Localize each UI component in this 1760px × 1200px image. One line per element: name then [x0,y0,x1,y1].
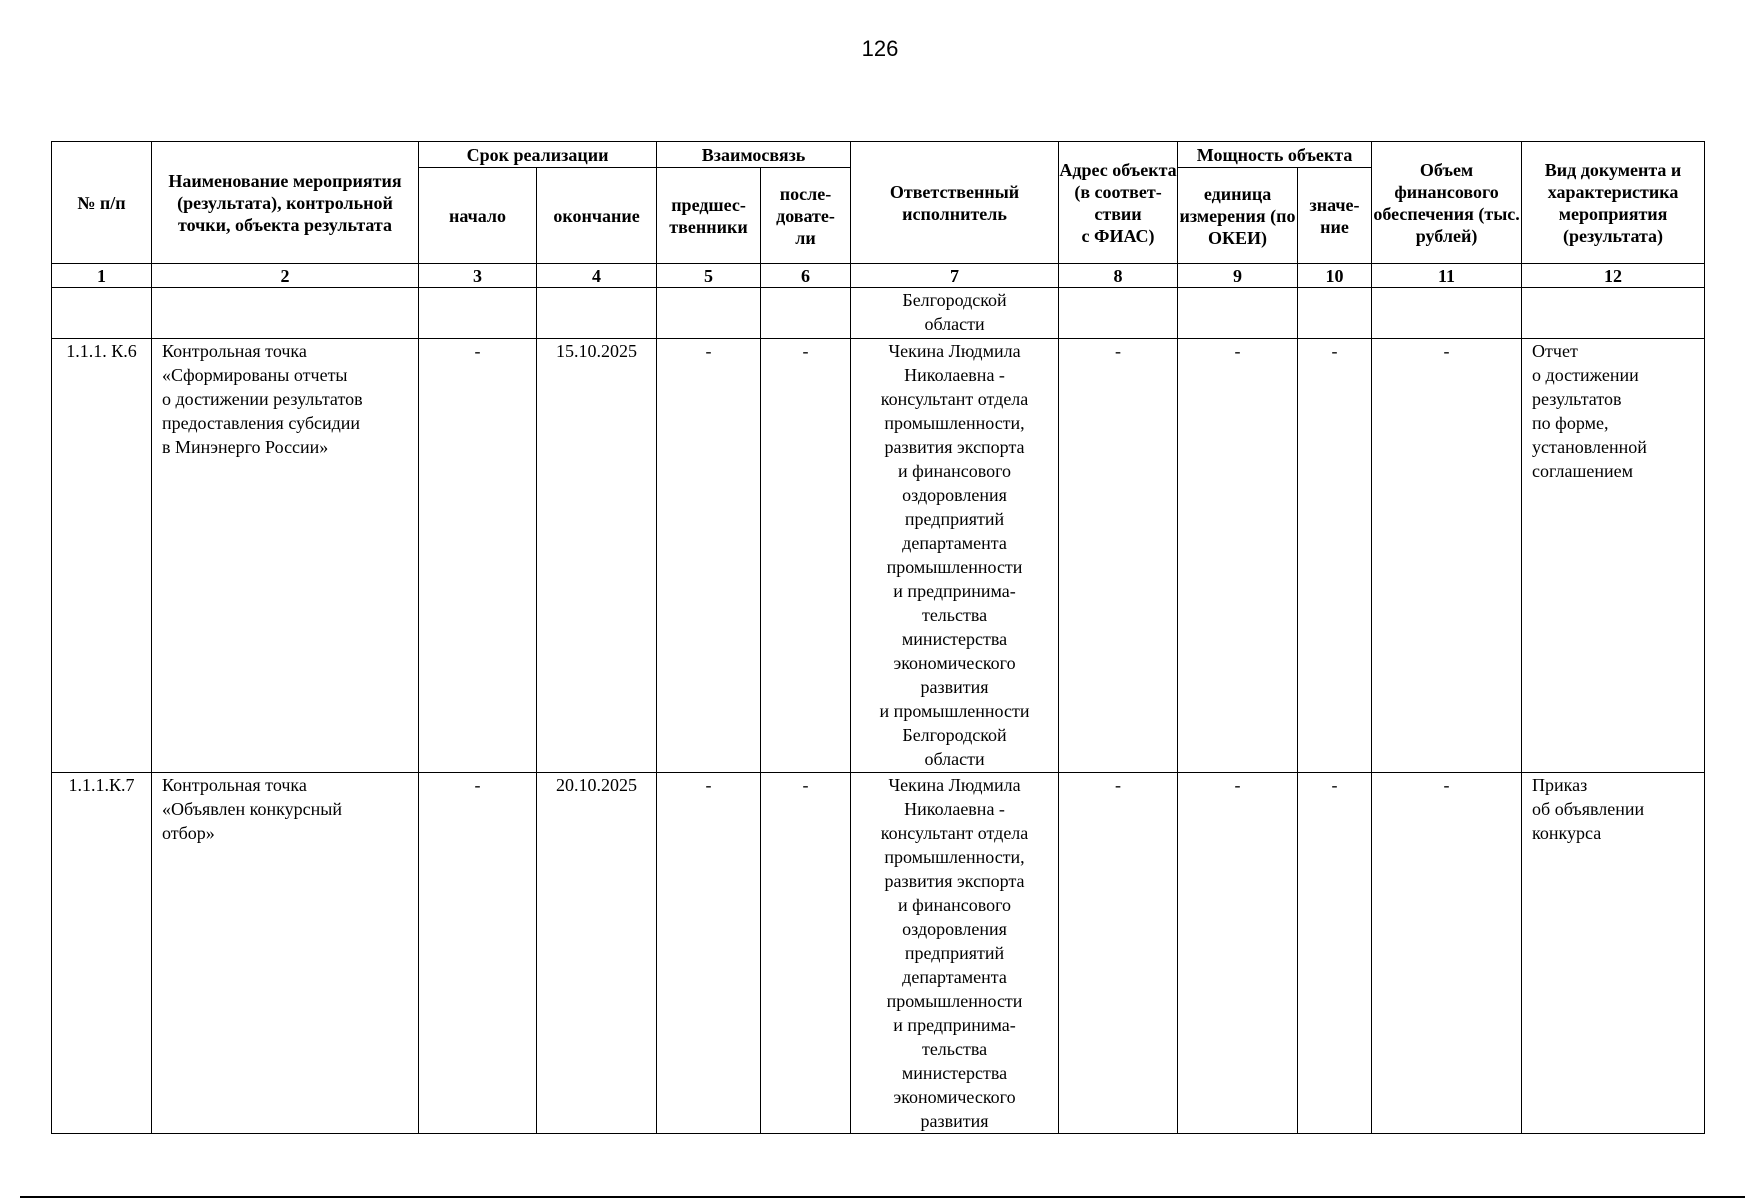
table-row [52,288,1705,339]
row-document: Приказ об объявлении конкурса [1522,773,1705,1134]
column-number: 8 [1059,264,1178,288]
row-address [1059,288,1178,339]
row-end: 20.10.2025 [537,773,657,1134]
row-responsible: Чекина Людмила Николаевна - консультант отдела промышленности, развития экспорта и финансового оздоровления предприятий департамента промышленности и предпринима- тельства министерства экономического развития и промышленности Белгородской области [851,339,1059,773]
column-number: 6 [761,264,851,288]
header-start: начало [419,168,537,264]
column-number: 10 [1298,264,1372,288]
header-end: окончание [537,168,657,264]
footer-divider [20,1196,1745,1198]
row-start: - [419,773,537,1134]
page-number: 126 [861,36,899,61]
header-finance: Объем финансового обеспечения (тыс. рублей) [1372,142,1522,264]
row-address: - [1059,339,1178,773]
row-unit: - [1178,773,1298,1134]
row-responsible: Чекина Людмила Николаевна - консультант отдела промышленности, развития экспорта и финансового оздоровления предприятий департамента промышленности и предпринима- тельства министерства экономического развития [851,773,1059,1134]
row-document [1522,288,1705,339]
header-responsible: Ответственный исполнитель [851,142,1059,264]
header-address: Адрес объекта (в соответ- ствии с ФИАС) [1059,142,1178,264]
row-name [152,288,419,339]
row-finance: - [1372,339,1522,773]
header-number: № п/п [52,142,152,264]
row-responsible: Белгородской области [851,288,1059,339]
row-end [537,288,657,339]
table-row [52,339,1705,773]
row-number [52,288,152,339]
header-predecessors: предшес- твенники [657,168,761,264]
events-table [51,141,1705,1134]
header-unit: единица измерения (по ОКЕИ) [1178,168,1298,264]
row-successors [761,288,851,339]
row-successors: - [761,339,851,773]
header-document: Вид документа и характеристика мероприятия (результата) [1522,142,1705,264]
row-unit [1178,288,1298,339]
header-term-group: Срок реализации [419,142,657,168]
column-number: 9 [1178,264,1298,288]
table-row [52,773,1705,1134]
column-number: 2 [152,264,419,288]
row-start: - [419,339,537,773]
column-number: 12 [1522,264,1705,288]
row-document: Отчет о достижении результатов по форме, установленной соглашением [1522,339,1705,773]
column-number: 4 [537,264,657,288]
row-end: 15.10.2025 [537,339,657,773]
header-link-group: Взаимосвязь [657,142,851,168]
row-value [1298,288,1372,339]
header-value: значе- ние [1298,168,1372,264]
row-successors: - [761,773,851,1134]
row-number: 1.1.1. К.6 [52,339,152,773]
column-number-row [52,264,1705,288]
row-address: - [1059,773,1178,1134]
row-finance: - [1372,773,1522,1134]
row-value: - [1298,339,1372,773]
column-number: 7 [851,264,1059,288]
column-number: 3 [419,264,537,288]
row-unit: - [1178,339,1298,773]
row-predecessors [657,288,761,339]
header-power-group: Мощность объекта [1178,142,1372,168]
column-number: 11 [1372,264,1522,288]
row-name: Контрольная точка «Объявлен конкурсный отбор» [152,773,419,1134]
header-row-top [52,142,1705,168]
row-number: 1.1.1.К.7 [52,773,152,1134]
header-name: Наименование мероприятия (результата), контрольной точки, объекта результата [152,142,419,264]
header-successors: после- довате- ли [761,168,851,264]
row-predecessors: - [657,339,761,773]
row-predecessors: - [657,773,761,1134]
row-value: - [1298,773,1372,1134]
row-finance [1372,288,1522,339]
row-start [419,288,537,339]
column-number: 5 [657,264,761,288]
row-name: Контрольная точка «Сформированы отчеты о достижении результатов предоставления субсидии в Минэнерго России» [152,339,419,773]
column-number: 1 [52,264,152,288]
